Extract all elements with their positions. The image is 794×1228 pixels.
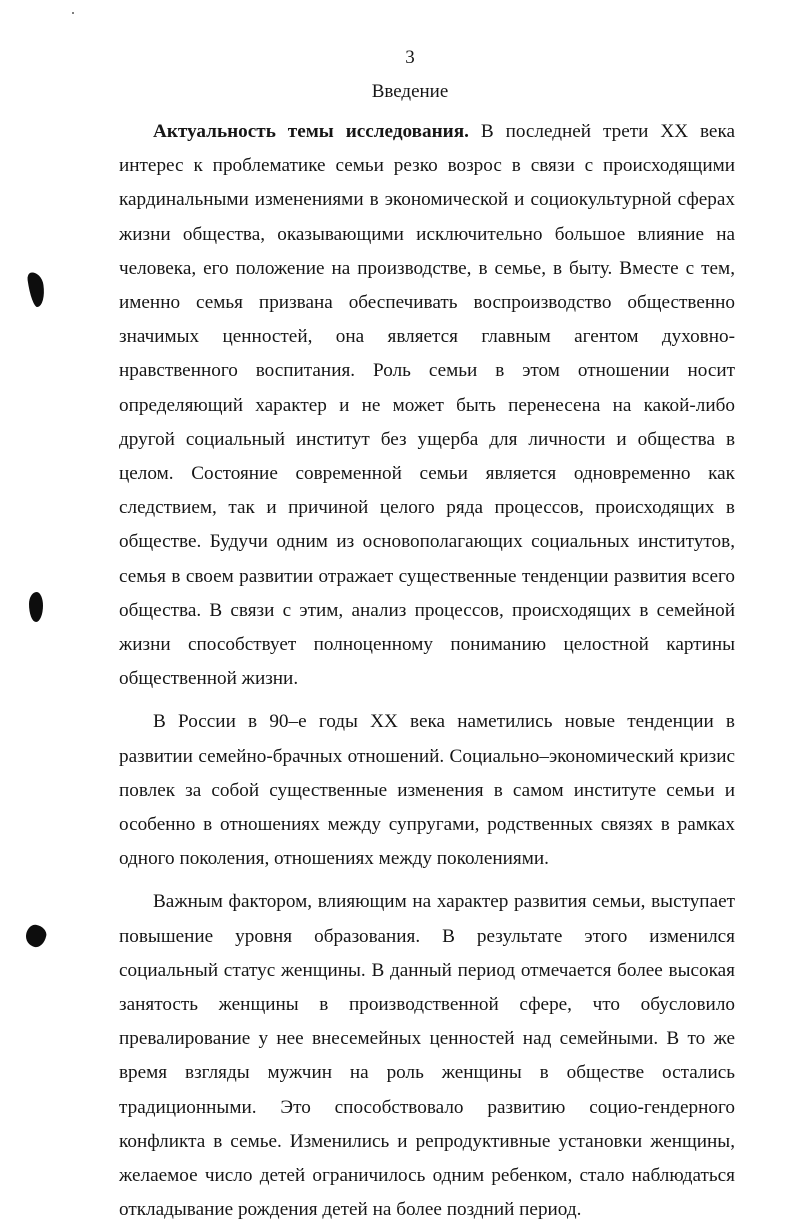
paragraph-text: В последней трети XX века интерес к проблематике семьи резко возрос в связи с происходящими кардинальными изменениями в экономической и социокультурной сферах жизни общества, оказывающими исключительно большое влияние на человека, его положение на производстве, в семье, в быту. Вместе с тем, именно семья призвана обеспечивать воспроизводство общественно значимых ценностей, она является главным агентом духовно-нравственного воспитания. Роль семьи в этом отношении носит определяющий характер и не может быть перенесена на какой-либо другой социальный институт без ущерба для личности и общества в целом. Состояние современной семьи является одновременно как следствием, так и причиной целого ряда процессов, происходящих в обществе. Будучи одним из основополагающих социальных институтов, семья в своем развитии отражает существенные тенденции развития всего общества. В связи с этим, анализ процессов, происходящих в семейной жизни способствует полноценному пониманию целостной картины общественной жизни. [119, 121, 735, 690]
paragraph-lead: Актуальность темы исследования. [153, 121, 469, 142]
paragraph-relevance [119, 115, 735, 696]
scan-speck [72, 12, 74, 14]
binding-hole-mark [24, 923, 48, 949]
page-number: 3 [405, 47, 415, 68]
section-heading: Введение [371, 81, 449, 102]
binding-hole-mark [29, 592, 43, 622]
binding-hole-mark [27, 271, 47, 308]
document-body [119, 115, 735, 1228]
paragraph-russia-90s: В России в 90–е годы XX века наметились новые тенденции в развитии семейно-брачных отношений. Социально–экономический кризис повлек за собой существенные изменения в самом институте семьи и особенно в отношениях между супругами, родственных связях в рамках одного поколения, отношениях между поколениями. [119, 711, 735, 870]
paragraph-education-factor: Важным фактором, влияющим на характер развития семьи, выступает повышение уровня образования. В результате этого изменился социальный статус женщины. В данный период отмечается более высокая занятость женщины в производственной сфере, что обусловило превалирование у нее внесемейных ценностей над семейными. В то же время взгляды мужчин на роль женщины в обществе остались традиционными. Это способствовало развитию социо-гендерного конфликта в семье. Изменились и репродуктивные установки женщины, желаемое число детей ограничилось одним ребенком, стало наблюдаться откладывание рождения детей на более поздний период. [119, 891, 735, 1221]
